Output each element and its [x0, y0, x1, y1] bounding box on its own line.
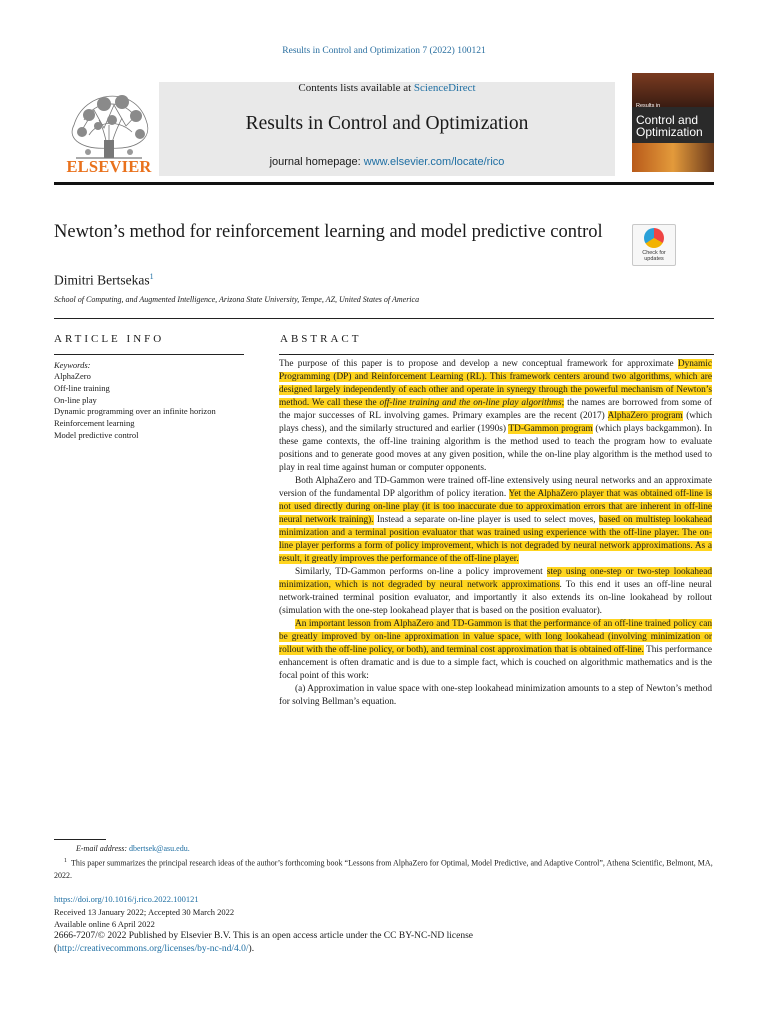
journal-citation[interactable]: Results in Control and Optimization 7 (2022) 100121	[282, 46, 486, 56]
keyword-item: Dynamic programming over an infinite horizon	[54, 406, 216, 417]
sciencedirect-link[interactable]: ScienceDirect	[413, 82, 476, 94]
affiliation: School of Computing, and Augmented Intelligence, Arizona State University, Tempe, AZ, United States of America	[54, 295, 420, 304]
abstract-paragraph-3	[279, 566, 712, 618]
highlighted-text: An important lesson from AlphaZero and TD-Gammon is that the performance of an off-line trained policy can be greatly improved by on-line approximation in value space, with long lookahead (involving minimization or rollout with the off-line policy, or both), and terminal cost approximation that is obtained off-line.	[279, 619, 712, 655]
cover-title: Control and Optimization	[636, 113, 703, 139]
highlighted-text: AlphaZero program	[607, 411, 683, 421]
footnote-mark: 1	[64, 858, 67, 864]
keyword-item: AlphaZero	[54, 371, 91, 381]
info-divider	[54, 354, 244, 355]
homepage-link[interactable]: www.elsevier.com/locate/rico	[363, 156, 505, 168]
highlighted-text: based on multistep lookahead minimization and a terminal position evaluator that was trained using experience with the off-line player. The on-line player performs a form of policy improvement, which is not degraded by neural network approximations. As a result, it greatly improves the performance of the off-line player.	[279, 515, 712, 564]
journal-cover[interactable]	[632, 73, 714, 172]
license-link[interactable]: http://creativecommons.org/licenses/by-nc-nd/4.0/	[57, 943, 249, 954]
keyword-item: Reinforcement learning	[54, 418, 135, 429]
header-divider	[54, 182, 714, 185]
doi-link[interactable]: https://doi.org/10.1016/j.rico.2022.100121	[54, 894, 199, 904]
homepage-prefix: journal homepage:	[269, 156, 364, 168]
email-label: E-mail address:	[76, 844, 128, 853]
cover-small-text: Results in	[636, 103, 661, 109]
journal-banner	[159, 82, 615, 176]
received-line: Received 13 January 2022; Accepted 30 March 2022	[54, 907, 235, 917]
license-open: (	[54, 943, 58, 954]
text-span: This performance enhancement is often dramatic and is due to a simple fact, which is couched on algorithmic mathematics and is the focal point of this work:	[279, 645, 712, 681]
homepage-line	[159, 156, 615, 168]
keywords-label: Keywords:	[54, 360, 91, 370]
section-divider	[54, 318, 714, 319]
footnote-divider	[54, 839, 106, 840]
abstract-heading: ABSTRACT	[280, 333, 362, 345]
text-span: the names are borrowed from some of the major successes of RL involving games. Primary examples are the recent (2017)	[279, 398, 712, 421]
contents-prefix: Contents lists available at	[298, 82, 414, 94]
crossmark-badge[interactable]	[632, 224, 676, 266]
copyright-text: 2666-7207/© 2022 Published by Elsevier B.V. This is an open access article under the CC BY-NC-ND license	[54, 931, 473, 941]
license-close: ).	[248, 943, 255, 954]
publication-dates	[54, 906, 234, 930]
text-span: (which plays chess), and the similarly structured and earlier (1990s)	[279, 411, 713, 434]
text-span: Similarly, TD-Gammon performs on-line a policy improvement	[295, 567, 547, 577]
keyword-item: Model predictive control	[54, 429, 139, 440]
abstract-paragraph-2	[279, 475, 712, 566]
keyword-item: On-line play	[54, 394, 97, 405]
text-span: Instead a separate on-line player is used to select moves,	[373, 515, 599, 525]
author-line	[54, 272, 154, 289]
cover-band	[632, 143, 714, 172]
email-line	[54, 844, 714, 853]
elsevier-wordmark: ELSEVIER	[66, 157, 152, 176]
article-title: Newton’s method for reinforcement learning and model predictive control	[54, 222, 603, 242]
contents-line	[159, 82, 615, 94]
text-span: Both AlphaZero and TD-Gammon were trained off-line extensively using neural networks and an approximate version of the fundamental DP algorithm of policy iteration.	[279, 476, 712, 499]
text-span: . To this end it uses an off-line neural network-trained terminal position evaluator, and importantly it also extends its on-line lookahead by rollout (simulation with the one-step lookahead player that is based on the position evaluator).	[279, 580, 712, 616]
highlighted-text: TD-Gammon program	[508, 424, 593, 434]
abstract-body	[279, 358, 712, 709]
available-line: Available online 6 April 2022	[54, 919, 155, 929]
crossmark-icon	[644, 228, 664, 248]
abstract-divider	[279, 354, 714, 355]
email-link[interactable]: dbertsek@asu.edu.	[129, 844, 190, 853]
cover-image	[632, 73, 714, 107]
highlighted-text: Yet the AlphaZero player that was obtained off-line is not used directly during on-line play (it is too inaccurate due to approximation errors that are inherent in off-line neural network training).	[279, 489, 712, 525]
footnote-text: This paper summarizes the principal research ideas of the author’s forthcoming book “Lessons from AlphaZero for Optimal, Model Predictive, and Adaptive Control”, Athena Scientific, Belmont, MA, 2022.	[54, 858, 713, 880]
highlighted-text: Dynamic Programming (DP) and Reinforcement Learning (RL). This framework centers around two algorithms, which are designed largely independently of each other and operate in synergy through the powerful mechanism of Newton’s method. We call these the	[279, 359, 712, 408]
text-span: The purpose of this paper is to propose and develop a new conceptual framework for approximate	[279, 359, 678, 369]
abstract-paragraph-4	[279, 618, 712, 683]
keywords-list	[54, 371, 216, 442]
author-name: Dimitri Bertsekas	[54, 272, 150, 288]
copyright-notice	[54, 930, 714, 955]
article-info-heading: ARTICLE INFO	[54, 333, 165, 345]
journal-title: Results in Control and Optimization	[245, 113, 529, 134]
abstract-paragraph-1	[279, 358, 712, 475]
author-footnote-mark[interactable]: 1	[149, 272, 154, 281]
highlighted-text: step using one-step or two-step lookahead minimization, which is not degraded by neural network approximations	[279, 567, 712, 590]
highlighted-text: ;	[561, 398, 565, 408]
footnote-1	[54, 855, 714, 882]
keyword-item: Off-line training	[54, 382, 110, 393]
text-span: (which plays backgammon). In these game contexts, the off-line training algorithm is the method used to teach the program how to evaluate positions and to generate good moves at any given position, while the on-line play algorithm is the method used to play in real time against human or computer opponents.	[279, 424, 712, 473]
abstract-paragraph-5: (a) Approximation in value space with one-step lookahead minimization amounts to a step of Newton’s method for solving Bellman’s equation.	[279, 684, 712, 707]
highlighted-text: off-line training and the on-line play algorithms	[379, 398, 562, 408]
crossmark-label: Check for updates	[642, 250, 666, 262]
